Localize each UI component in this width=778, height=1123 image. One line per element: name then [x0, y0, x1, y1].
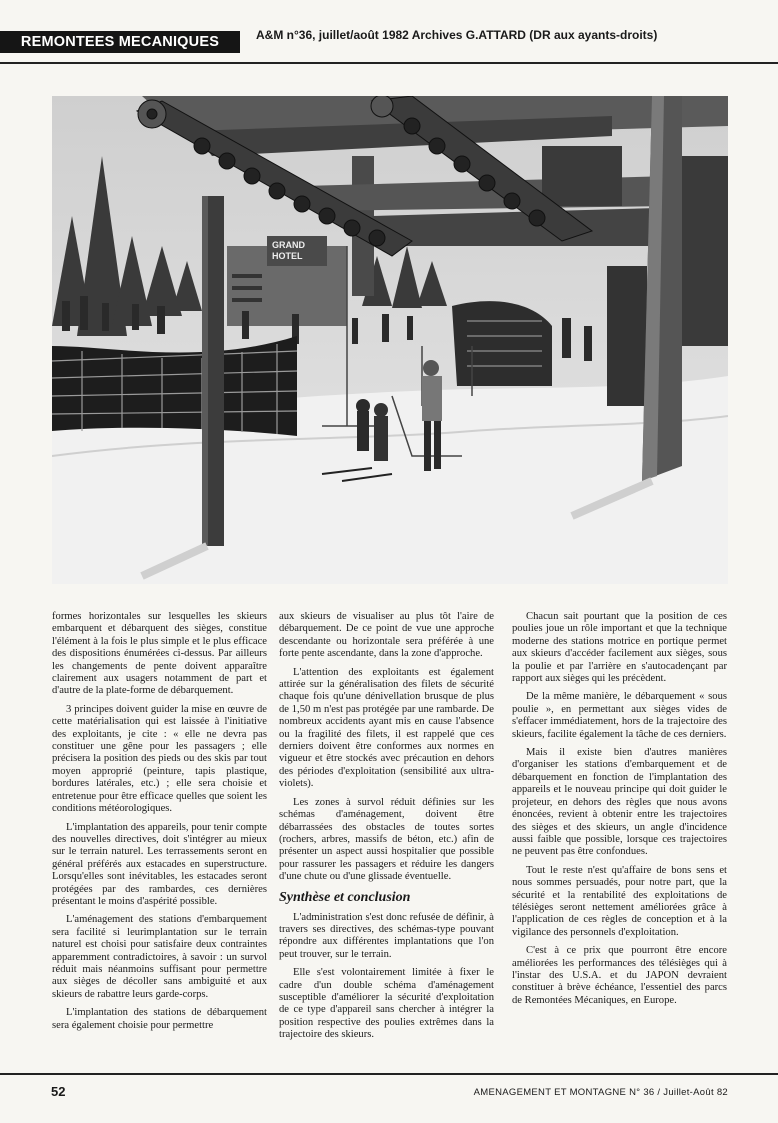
section-heading: Synthèse et conclusion	[279, 889, 411, 905]
paragraph: L'aménagement des stations d'embarquement sera facilité si leurimplantation sur le terrain naturel est choisi pour satisfaire deux contraintes apparemment contradictoires, à savoir : un survol réduit mais néanmoins suffisant pour permettre aux sièges de décoller sans ambiguité et aux skieurs de rabattre leurs garde-corps.	[52, 914, 267, 1000]
article-column-3	[512, 611, 727, 1013]
paragraph: L'implantation des stations de débarquement sera également choisie pour permettre	[52, 1007, 267, 1031]
paragraph: De la même manière, le débarquement « sous poulie », en permettant aux sièges vides de s'effacer immédiatement, hors de la trajectoire des skieurs, facilite également la tâche de ces derniers.	[512, 691, 727, 740]
paragraph: Chacun sait pourtant que la position de ces poulies joue un rôle important et que la technique moderne des stations motrice en portique permet aux skieurs d'accéder facilement aux sièges, sous la poulie et par l'arrière en s'autocadençant par rapport aux sièges qui les précèdent.	[512, 611, 727, 685]
section-label: REMONTEES MECANIQUES	[0, 31, 240, 53]
paragraph: formes horizontales sur lesquelles les skieurs embarquent et débarquent des sièges, constitue l'élément à la fois le plus simple et le plus efficace des dispositions énumérées ci-dessus. Par ailleurs les changements de pente doivent apparaître clairement aux usagers notamment de part et d'autre de la plate-forme de débarquement.	[52, 611, 267, 697]
paragraph: Tout le reste n'est qu'affaire de bons sens et nous sommes persuadés, pour notre part, que la sécurité et la rentabilité des exploitations de télésièges seront nettement améliorées grâce à l'application de ces règles de conception et à la vigilance des personnels d'exploitation.	[512, 864, 727, 938]
top-divider	[0, 62, 778, 64]
archive-credit: A&M n°36, juillet/août 1982 Archives G.ATTARD (DR aux ayants-droits)	[256, 28, 658, 42]
publication-footer: AMENAGEMENT ET MONTAGNE N° 36 / Juillet-Août 82	[473, 1087, 728, 1098]
chairlift-station-photo	[52, 96, 728, 584]
photo-illustration	[52, 96, 728, 584]
article-column-1	[52, 611, 267, 1038]
paragraph: aux skieurs de visualiser au plus tôt l'aire de débarquement. De ce point de vue une approche descendante ou horizontale sera préférée à une forte pente ascendante, dans la zone d'approche.	[279, 611, 494, 660]
page-number: 52	[51, 1084, 66, 1099]
article-column-2	[279, 611, 494, 1048]
paragraph: C'est à ce prix que pourront être encore améliorées les performances des télésièges qui à l'instar des U.S.A. et du JAPON devraient constituer à brève échéance, l'essentiel des parcs de Remontées Mécaniques, en Europe.	[512, 945, 727, 1006]
bottom-divider	[0, 1073, 778, 1075]
hotel-sign-line1: GRAND	[272, 240, 305, 250]
paragraph: Les zones à survol réduit définies sur les schémas d'aménagement, doivent être débarrassées des obstacles de toutes sortes (rochers, arbres, massifs de béton, etc.) afin de présenter un aspect aussi hospitalier que possible pour rassurer les passagers et réduire les dangers d'une chute ou d'une glissade éventuelle.	[279, 796, 494, 883]
paragraph: L'attention des exploitants est également attirée sur la généralisation des filets de sécurité chaque fois qu'une dénivellation brusque de plus de 1,50 m n'est pas protégée par une rambarde. De nombreux accidents ayant mis en cause l'absence ou la fragilité des filets, il est rappelé que ces derniers doivent être conformes aux normes en vigueur et être stockés avec précaution en dehors des périodes d'exploitation (sensibilité aux ultra-violets).	[279, 666, 494, 790]
paragraph: 3 principes doivent guider la mise en œuvre de cette matérialisation qui est laissée à l'initiative des exploitants, je cite : « elle ne devra pas constituer une gêne pour les passagers ; elle précisera la position des pieds ou des skis par tout moyen approprié (peinture, tapis plastique, bordures latérales, etc.) ; elle sera choisie et entretenue pour être efficace quelles que soient les conditions météorologiques.	[52, 703, 267, 815]
hotel-sign-line2: HOTEL	[272, 251, 303, 261]
paragraph: L'implantation des appareils, pour tenir compte des nouvelles directives, doit s'intégrer au mieux sur le terrain naturel. Les terrassements seront en général préférés aux estacades en superstructure. Lorsqu'elles sont inévitables, les estacades seront protégées par des rambardes, ces dernières présentant le moins d'aspérité possible.	[52, 821, 267, 907]
paragraph: L'administration s'est donc refusée de définir, à travers ses directives, des schémas-type pouvant répondre aux différentes implantations que l'on peut trouver, sur le terrain.	[279, 911, 494, 960]
paragraph: Elle s'est volontairement limitée à fixer le cadre d'un double schéma d'aménagement susceptible d'améliorer la sécurité d'exploitation de ce type d'appareil sans chercher à intégrer la position respective des poulies extrêmes dans la trajectoire des skieurs.	[279, 967, 494, 1041]
paragraph: Mais il existe bien d'autres manières d'organiser les stations d'embarquement et de débarquement en fonction de l'implantation des appareils et le nouveau principe qui doit guider le projeteur, en dehors des règles que nous avons énoncées, revient à obtenir entre les trajectoires des sièges et des skieurs, un angle d'incidence aussi faible que possible, lorsque ces trajectoires ne peuvent pas être confondues.	[512, 747, 727, 858]
